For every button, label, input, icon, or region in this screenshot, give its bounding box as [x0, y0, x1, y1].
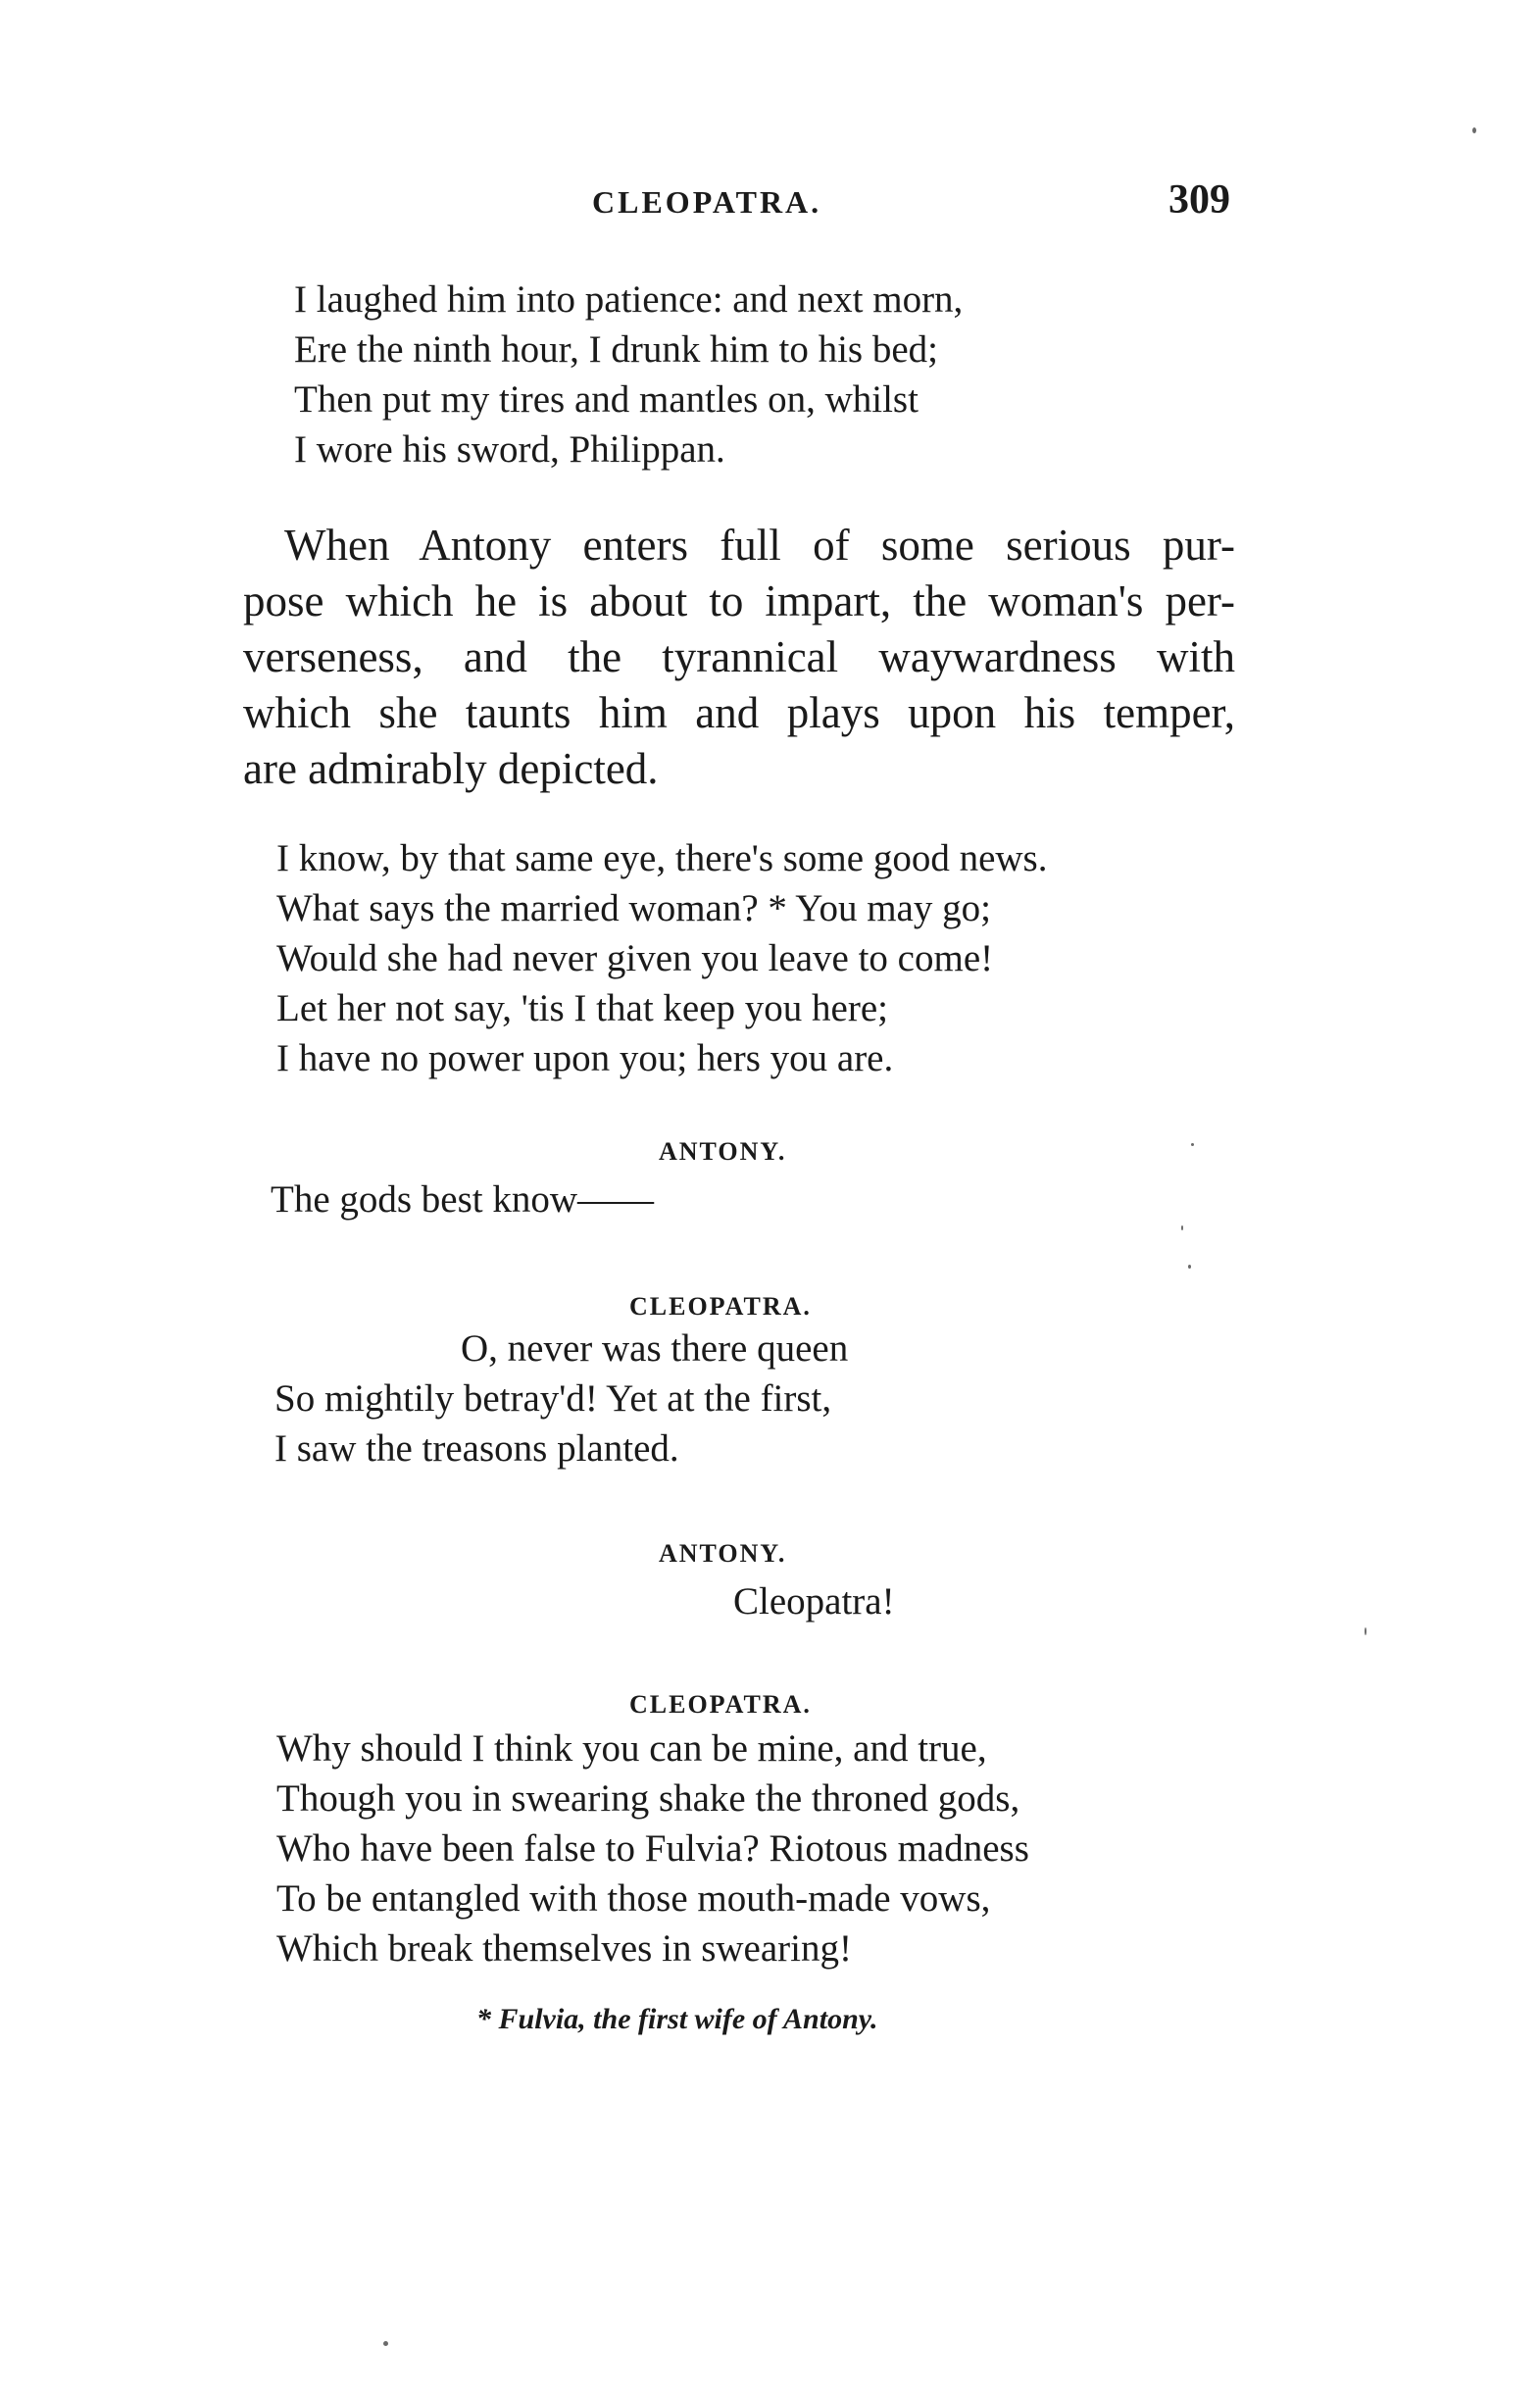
verse-line: I know, by that same eye, there's some good news.: [276, 837, 1048, 879]
verse-line: I saw the treasons planted.: [274, 1427, 679, 1470]
page-number: 309: [1168, 177, 1230, 223]
verse-line: I laughed him into patience: and next morn,: [294, 278, 964, 321]
prose-line: which she taunts him and plays upon his temper,: [243, 688, 1235, 737]
paper-speck: [1365, 1627, 1366, 1635]
prose-paragraph: [243, 518, 1235, 797]
verse-line: Then put my tires and mantles on, whilst: [294, 378, 919, 421]
speaker-heading-antony: ANTONY.: [659, 1539, 787, 1568]
running-head: CLEOPATRA.: [592, 184, 822, 220]
verse-line: Though you in swearing shake the throned gods,: [276, 1777, 1020, 1820]
prose-line: verseness, and the tyrannical waywardness with: [243, 632, 1235, 681]
paper-speck: [1472, 127, 1476, 133]
verse-line: So mightily betray'd! Yet at the first,: [274, 1377, 832, 1420]
verse-line: Which break themselves in swearing!: [276, 1927, 852, 1970]
verse-line: Who have been false to Fulvia? Riotous madness: [276, 1827, 1029, 1870]
verse-line: Let her not say, 'tis I that keep you here;: [276, 987, 888, 1029]
verse-line: Would she had never given you leave to come!: [276, 937, 994, 979]
dialogue-antony-2: [733, 1576, 895, 1626]
dialogue-cleopatra-1: [274, 1323, 848, 1473]
verse-line: The gods best know——: [271, 1178, 655, 1221]
dialogue-cleopatra-2: [276, 1723, 1029, 1973]
paper-speck: [383, 2341, 388, 2346]
verse-block-cleopatra-speech: [276, 833, 1047, 1083]
paper-speck: [1191, 1143, 1194, 1146]
verse-line: I have no power upon you; hers you are.: [276, 1037, 894, 1079]
verse-line: To be entangled with those mouth-made vows,: [276, 1877, 991, 1920]
speaker-heading-cleopatra: CLEOPATRA.: [629, 1292, 812, 1321]
verse-line: What says the married woman? * You may go;: [276, 887, 991, 929]
verse-block-opening: [294, 275, 963, 474]
verse-line: O, never was there queen: [461, 1327, 849, 1370]
paper-speck: [1188, 1265, 1191, 1269]
verse-line: Cleopatra!: [733, 1580, 895, 1623]
verse-line: Ere the ninth hour, I drunk him to his bed;: [294, 328, 939, 371]
prose-line: When Antony enters full of some serious pur-: [284, 521, 1235, 570]
prose-line: pose which he is about to impart, the woman's per-: [243, 576, 1235, 625]
verse-line: I wore his sword, Philippan.: [294, 428, 725, 471]
paper-speck: [1181, 1225, 1183, 1230]
verse-line: Why should I think you can be mine, and true,: [276, 1727, 987, 1770]
footnote: * Fulvia, the first wife of Antony.: [476, 2003, 878, 2035]
speaker-heading-antony: ANTONY.: [659, 1137, 787, 1166]
prose-line: are admirably depicted.: [243, 744, 659, 793]
dialogue-antony-1: [271, 1174, 654, 1224]
speaker-heading-cleopatra: CLEOPATRA.: [629, 1690, 812, 1719]
